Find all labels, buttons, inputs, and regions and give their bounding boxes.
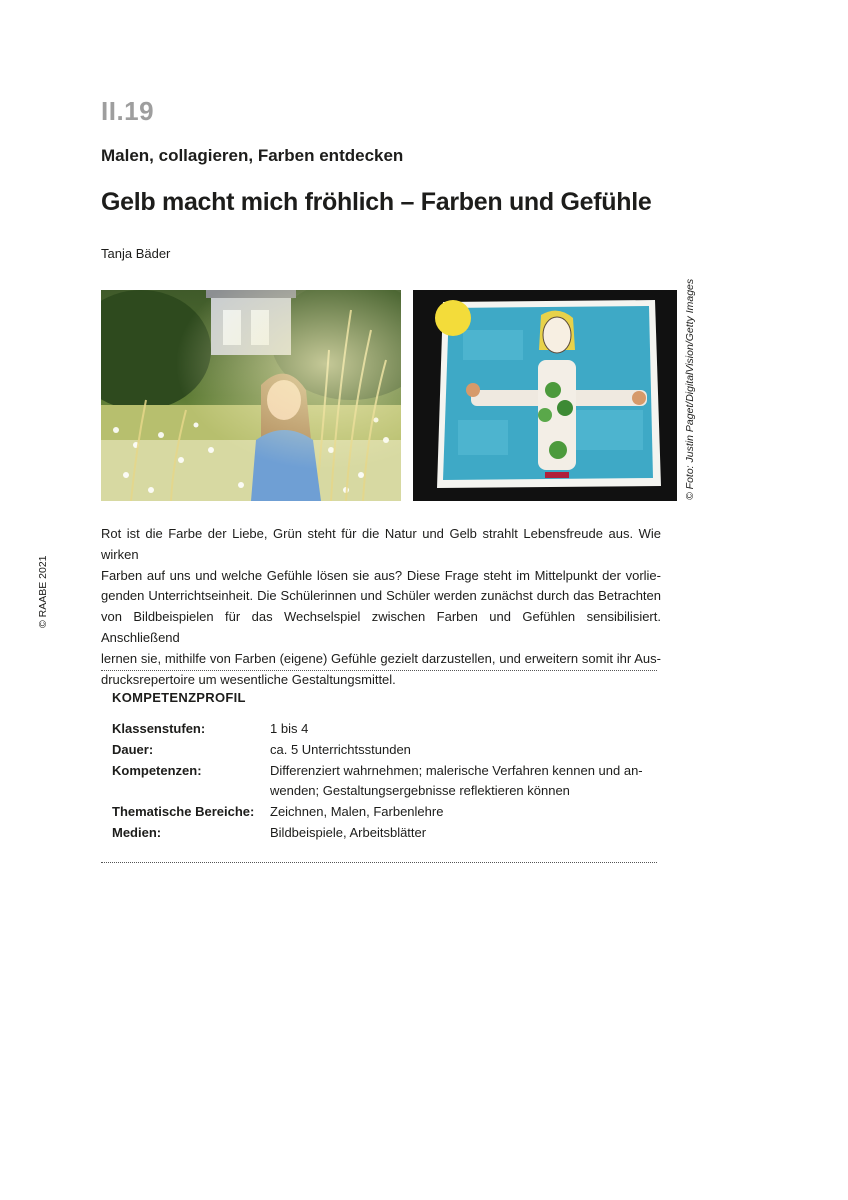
profile-value: Differenziert wahrnehmen; malerische Verfahren kennen und an- — [270, 762, 643, 778]
meadow-photo — [101, 290, 401, 501]
profile-heading: KOMPETENZPROFIL — [112, 690, 246, 705]
competency-profile — [112, 719, 652, 844]
profile-label: Medien: — [112, 824, 162, 840]
profile-value: ca. 5 Unterrichtsstunden — [270, 741, 411, 757]
profile-row — [112, 823, 652, 844]
series-title: Malen, collagieren, Farben entdecken — [101, 146, 404, 165]
intro-line: Rot ist die Farbe der Liebe, Grün steht für die Natur und Gelb strahlt Lebensfreude aus. Wie wirken — [101, 526, 661, 562]
dotted-divider — [101, 862, 657, 863]
profile-label: Klassenstufen: — [112, 721, 206, 736]
profile-row — [112, 719, 652, 740]
section-number: II.19 — [101, 96, 155, 126]
profile-label: Thematische Bereiche: — [112, 804, 255, 820]
profile-value: wenden; Gestaltungsergebnisse reflektieren können — [270, 783, 570, 799]
dotted-divider — [101, 670, 657, 671]
profile-row — [112, 740, 652, 761]
profile-row — [112, 802, 652, 823]
intro-line: lernen sie, mithilfe von Farben (eigene) Gefühle gezielt darzustellen, und erweitern somit ihr Aus- — [101, 650, 661, 666]
copyright-notice: © RAABE 2021 — [37, 555, 49, 628]
photo-credit: © Foto: Justin Paget/DigitalVision/Getty Images — [684, 278, 696, 500]
profile-label: Kompetenzen: — [112, 762, 202, 778]
child-painting-photo — [413, 290, 677, 501]
intro-line: drucksrepertoire um wesentliche Gestaltungsmittel. — [101, 671, 396, 687]
profile-value: Zeichnen, Malen, Farbenlehre — [270, 804, 444, 820]
profile-row — [112, 781, 652, 802]
author-name: Tanja Bäder — [101, 246, 171, 261]
profile-row — [112, 761, 652, 782]
intro-line: Farben auf uns und welche Gefühle lösen sie aus? Diese Frage steht im Mittelpunkt der vorlie- — [101, 567, 661, 583]
intro-line: von Bildbeispielen für das Wechselspiel zwischen Farben und Gefühlen sensibilisiert. Anschließend — [101, 609, 661, 645]
profile-label: Dauer: — [112, 741, 154, 757]
page-title: Gelb macht mich fröhlich – Farben und Gefühle — [101, 188, 652, 216]
profile-value: 1 bis 4 — [270, 721, 309, 736]
intro-line: genden Unterrichtseinheit. Die Schülerinnen und Schüler werden zunächst durch das Betrachten — [101, 588, 661, 604]
profile-value: Bildbeispiele, Arbeitsblätter — [270, 824, 427, 840]
intro-paragraph — [101, 524, 661, 690]
